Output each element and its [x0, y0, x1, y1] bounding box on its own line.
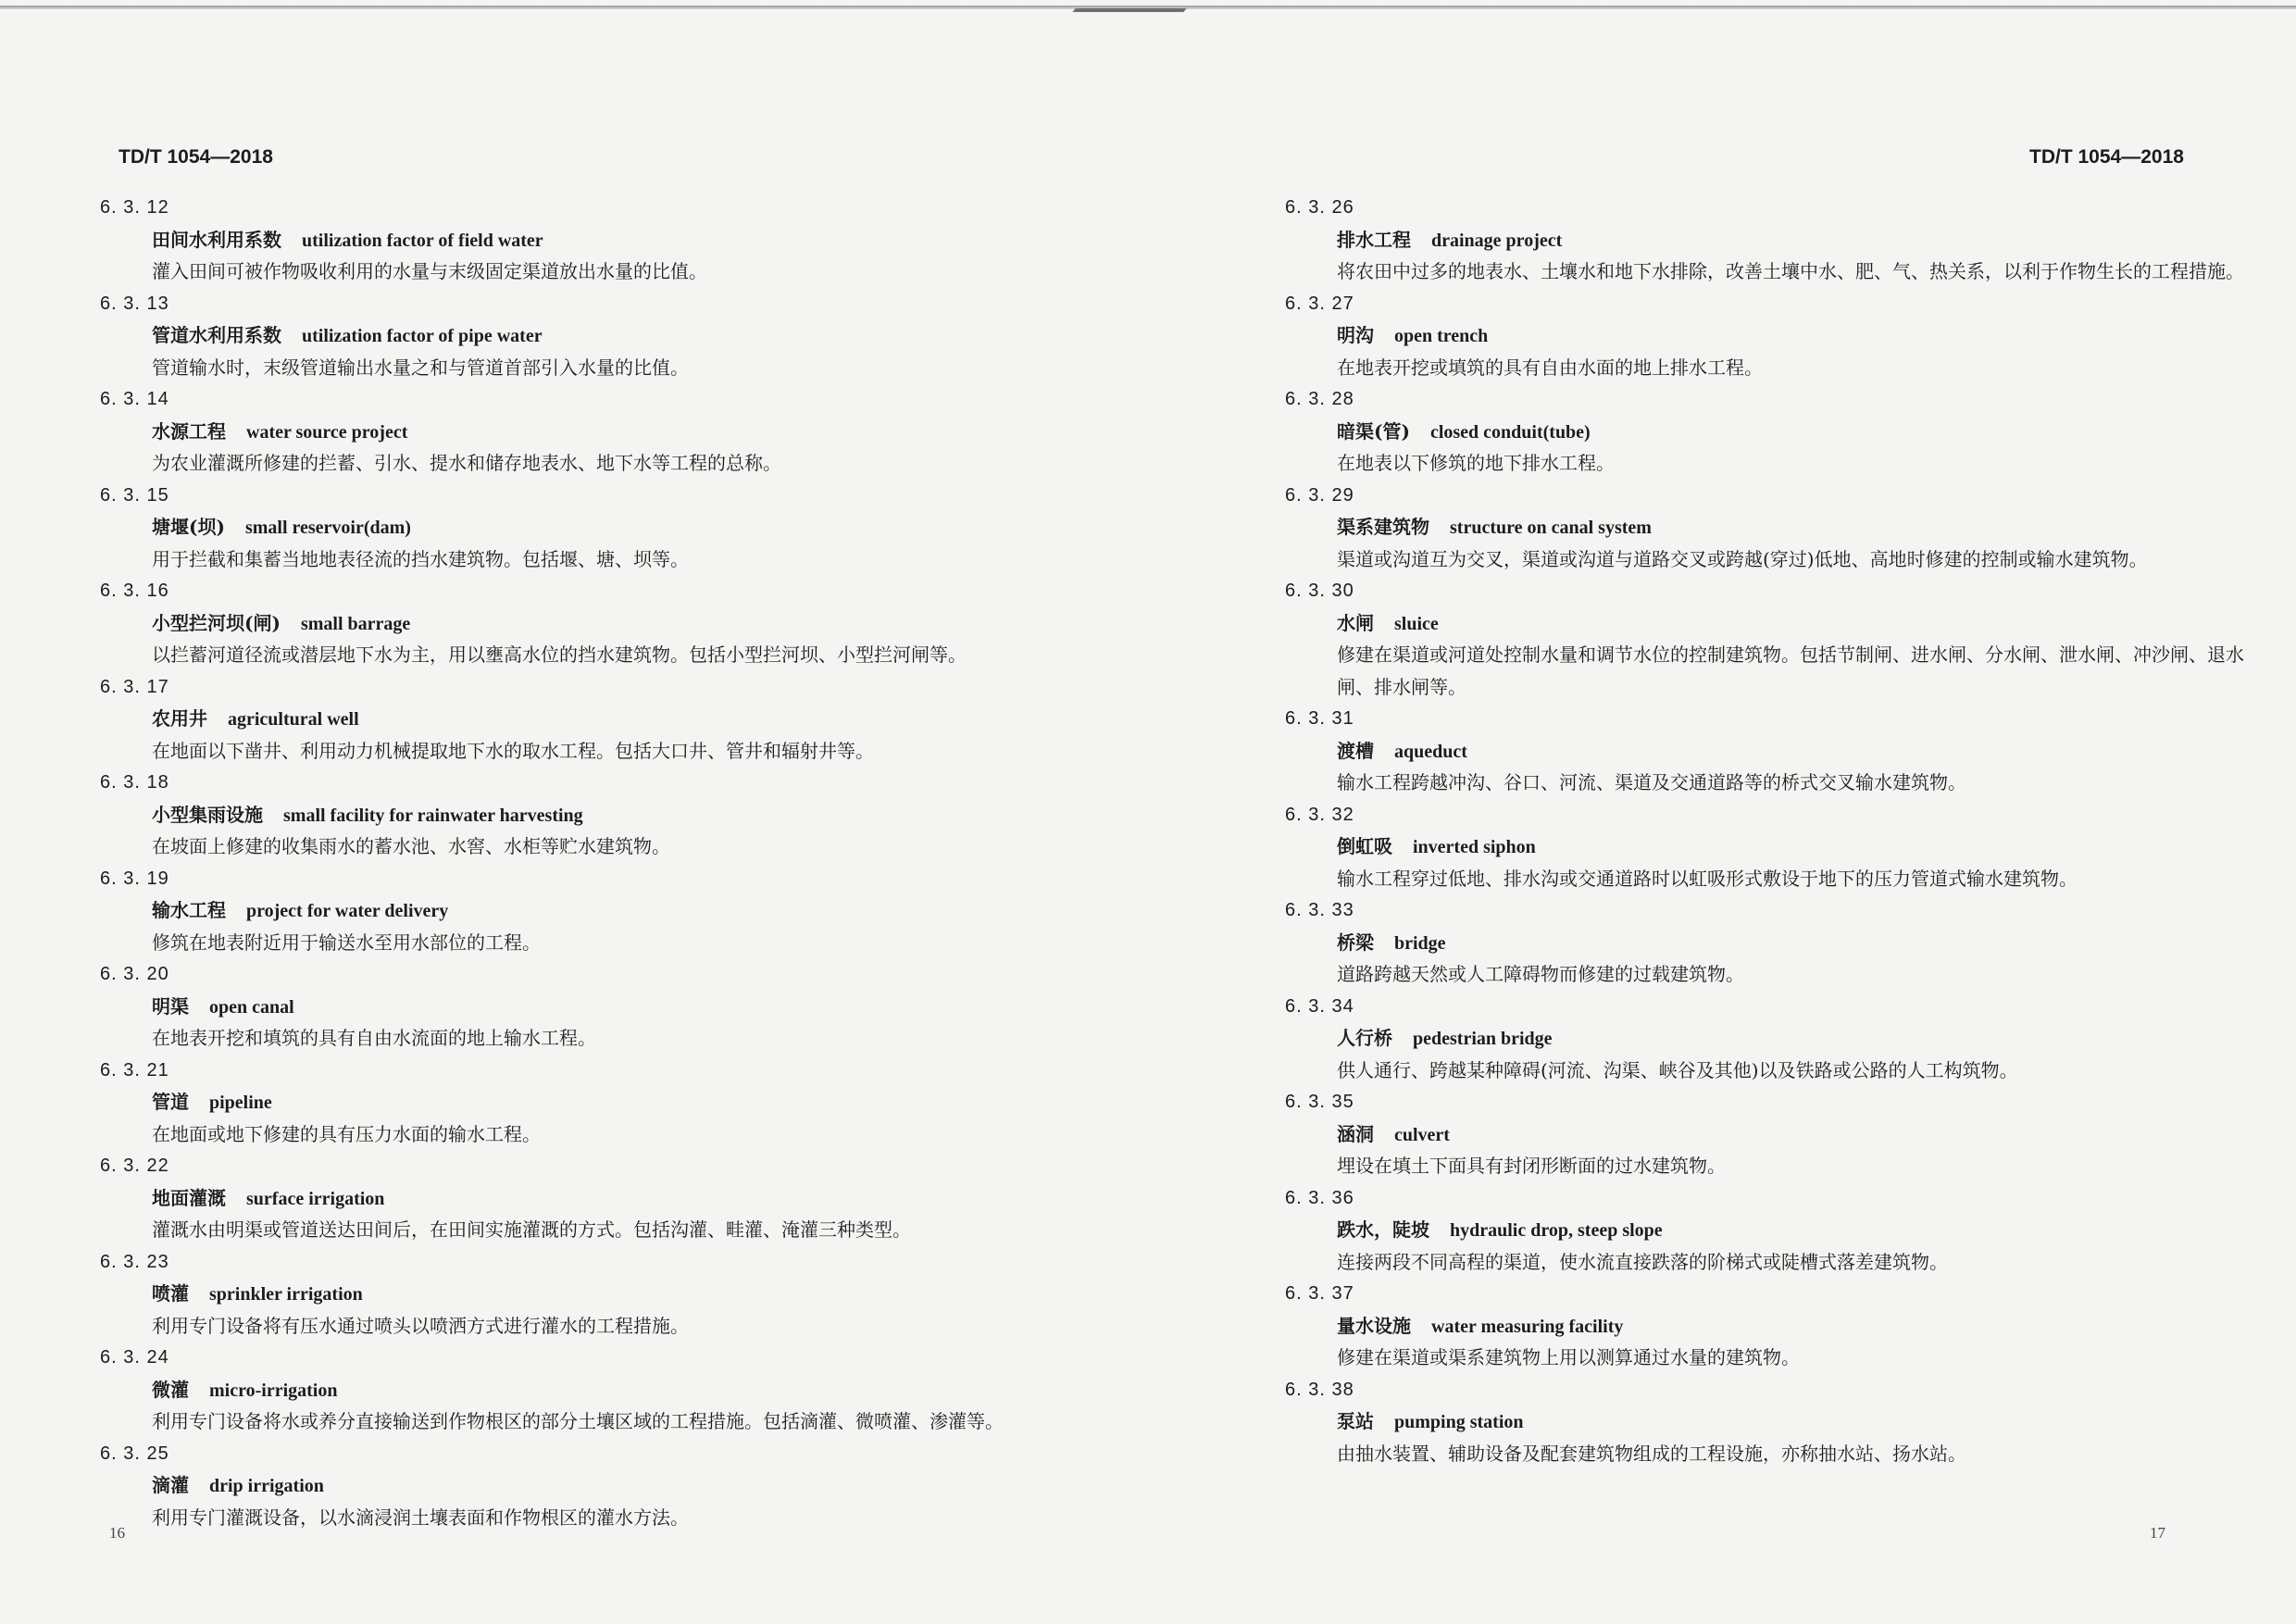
term-definition: 道路跨越天然或人工障碍物而修建的过载建筑物。 [1337, 963, 1744, 985]
term-number: 6. 3. 38 [1285, 1379, 1354, 1400]
term-english: surface irrigation [246, 1188, 385, 1209]
term-title [100, 319, 1063, 352]
term-number: 6. 3. 17 [100, 676, 169, 697]
term-english: small reservoir(dam) [244, 518, 411, 538]
term-entry [1285, 1374, 2248, 1470]
term-entry [1285, 1278, 2248, 1374]
term-title [1285, 319, 2248, 352]
term-chinese: 水源工程 [152, 419, 226, 443]
term-entry [100, 1342, 1063, 1438]
term-chinese: 农用井 [152, 707, 207, 730]
term-chinese: 量水设施 [1337, 1314, 1411, 1337]
term-entry [1285, 288, 2248, 384]
term-chinese: 明沟 [1337, 324, 1374, 346]
term-english: small barrage [300, 613, 411, 634]
term-english: pipeline [209, 1093, 272, 1113]
term-english: project for water delivery [246, 901, 449, 921]
term-english: water measuring facility [1431, 1316, 1624, 1337]
term-english: micro-irrigation [209, 1380, 338, 1401]
term-entry [1285, 192, 2248, 288]
term-entry [1285, 991, 2248, 1087]
term-english: culvert [1394, 1124, 1450, 1145]
term-number: 6. 3. 34 [1285, 995, 1354, 1017]
term-number: 6. 3. 37 [1285, 1283, 1354, 1304]
term-english: drainage project [1431, 230, 1563, 251]
term-title [100, 991, 1063, 1023]
term-entry [1285, 703, 2248, 799]
term-number: 6. 3. 12 [100, 197, 169, 218]
term-entry [1285, 1182, 2248, 1279]
term-title [100, 1182, 1063, 1215]
term-number: 6. 3. 29 [1285, 484, 1354, 506]
term-definition: 由抽水装置、辅助设备及配套建筑物组成的工程设施，亦称抽水站、扬水站。 [1337, 1442, 1966, 1465]
term-entry [100, 383, 1063, 480]
term-chinese: 喷灌 [152, 1282, 189, 1305]
term-definition: 在地面或地下修建的具有压力水面的输水工程。 [152, 1122, 541, 1145]
term-chinese: 渡槽 [1337, 739, 1374, 762]
term-number: 6. 3. 27 [1285, 293, 1354, 314]
term-definition: 修建在渠道或渠系建筑物上用以测算通过水量的建筑物。 [1337, 1346, 1800, 1368]
term-entry [1285, 799, 2248, 895]
term-number: 6. 3. 31 [1285, 708, 1354, 729]
term-definition: 修筑在地表附近用于输送水至用水部位的工程。 [152, 931, 541, 954]
term-definition: 利用专门设备将水或养分直接输送到作物根区的部分土壤区域的工程措施。包括滴灌、微喷灌、渗灌等。 [152, 1410, 1004, 1432]
term-title [100, 799, 1063, 831]
term-entry [100, 288, 1063, 384]
term-title [100, 1278, 1063, 1310]
term-definition: 灌入田间可被作物吸收利用的水量与末级固定渠道放出水量的比值。 [152, 260, 707, 282]
term-definition: 管道输水时，末级管道输出水量之和与管道首部引入水量的比值。 [152, 356, 689, 379]
term-number: 6. 3. 23 [100, 1251, 169, 1272]
term-definition: 供人通行、跨越某种障碍(河流、沟渠、峡谷及其他)以及铁路或公路的人工构筑物。 [1337, 1058, 2018, 1081]
term-definition: 埋设在填土下面具有封闭形断面的过水建筑物。 [1337, 1155, 1726, 1177]
term-english: pedestrian bridge [1413, 1029, 1553, 1049]
term-number: 6. 3. 28 [1285, 389, 1354, 409]
term-definition: 连接两段不同高程的渠道，使水流直接跌落的阶梯式或陡槽式落差建筑物。 [1337, 1250, 1948, 1273]
term-definition: 在地表开挖或填筑的具有自由水面的地上排水工程。 [1337, 356, 1763, 379]
term-definition: 利用专门设备将有压水通过喷头以喷洒方式进行灌水的工程措施。 [152, 1314, 689, 1337]
term-definition: 将农田中过多的地表水、土壤水和地下水排除，改善土壤中水、肥、气、热关系，以利于作物生长的工程措施。 [1337, 260, 2244, 282]
term-number: 6. 3. 22 [100, 1156, 169, 1176]
term-chinese: 小型拦河坝(闸) [152, 611, 281, 634]
term-english: sprinkler irrigation [209, 1284, 363, 1305]
term-title [1285, 927, 2248, 959]
term-definition: 在地表以下修筑的地下排水工程。 [1337, 452, 1615, 474]
term-title [1285, 1214, 2248, 1246]
term-english: small facility for rainwater harvesting [283, 805, 583, 826]
term-entry [1285, 575, 2248, 703]
term-definition: 在坡面上修建的收集雨水的蓄水池、水窖、水柜等贮水建筑物。 [152, 835, 670, 857]
term-title [1285, 416, 2248, 448]
term-title [100, 1469, 1063, 1502]
term-entry [100, 1438, 1063, 1534]
term-list [100, 192, 1063, 1533]
term-number: 6. 3. 16 [100, 581, 169, 601]
term-definition: 在地面以下凿井、利用动力机械提取地下水的取水工程。包括大口井、管井和辐射井等。 [152, 739, 874, 762]
term-chinese: 桥梁 [1337, 931, 1374, 954]
term-title [100, 416, 1063, 448]
term-entry [1285, 894, 2248, 991]
term-chinese: 泵站 [1337, 1410, 1374, 1432]
term-entry [1285, 383, 2248, 480]
term-definition: 为农业灌溉所修建的拦蓄、引水、提水和储存地表水、地下水等工程的总称。 [152, 452, 781, 474]
term-chinese: 暗渠(管) [1337, 419, 1410, 443]
term-chinese: 滴灌 [152, 1474, 189, 1496]
page-number: 17 [2150, 1524, 2165, 1542]
term-definition: 输水工程跨越冲沟、谷口、河流、渠道及交通道路等的桥式交叉输水建筑物。 [1337, 771, 1966, 793]
term-entry [100, 1150, 1063, 1246]
page-number: 16 [109, 1524, 125, 1542]
term-entry [1285, 480, 2248, 576]
term-title [1285, 1022, 2248, 1055]
term-number: 6. 3. 21 [100, 1059, 169, 1081]
term-chinese: 排水工程 [1337, 228, 1411, 251]
term-english: structure on canal system [1450, 518, 1652, 538]
term-number: 6. 3. 26 [1285, 197, 1354, 218]
term-title [100, 1086, 1063, 1118]
term-title [100, 224, 1063, 256]
term-definition: 在地表开挖和填筑的具有自由水流面的地上输水工程。 [152, 1027, 596, 1049]
term-chinese: 水闸 [1337, 611, 1374, 634]
term-chinese: 田间水利用系数 [152, 228, 281, 251]
term-chinese: 地面灌溉 [152, 1186, 226, 1209]
term-title [100, 703, 1063, 735]
term-chinese: 人行桥 [1337, 1027, 1392, 1049]
term-number: 6. 3. 35 [1285, 1092, 1354, 1112]
term-english: agricultural well [228, 709, 359, 730]
term-number: 6. 3. 25 [100, 1443, 169, 1464]
term-english: utilization factor of field water [302, 230, 543, 251]
right-page [1148, 0, 2296, 1624]
term-title [100, 607, 1063, 640]
term-title [1285, 735, 2248, 768]
term-entry [100, 1055, 1063, 1151]
term-definition: 以拦蓄河道径流或潜层地下水为主，用以壅高水位的挡水建筑物。包括小型拦河坝、小型拦河闸等。 [152, 643, 967, 666]
term-title [1285, 511, 2248, 543]
term-english: closed conduit(tube) [1429, 421, 1591, 443]
term-chinese: 渠系建筑物 [1337, 516, 1429, 538]
term-number: 6. 3. 33 [1285, 900, 1354, 920]
standard-number-header: TD/T 1054—2018 [2029, 146, 2184, 168]
term-number: 6. 3. 15 [100, 484, 169, 506]
term-entry [100, 1246, 1063, 1343]
term-chinese: 倒虹吸 [1337, 835, 1392, 857]
term-chinese: 输水工程 [152, 899, 226, 921]
term-english: pumping station [1394, 1412, 1524, 1432]
term-english: water source project [246, 421, 408, 443]
term-english: inverted siphon [1413, 837, 1536, 857]
term-title [100, 894, 1063, 927]
term-chinese: 管道水利用系数 [152, 324, 281, 346]
term-english: sluice [1394, 613, 1439, 634]
term-number: 6. 3. 13 [100, 293, 169, 314]
term-title [100, 1374, 1063, 1406]
term-definition: 利用专门灌溉设备，以水滴浸润土壤表面和作物根区的灌水方法。 [152, 1505, 689, 1529]
term-chinese: 明渠 [152, 994, 189, 1018]
term-number: 6. 3. 30 [1285, 581, 1354, 601]
term-english: utilization factor of pipe water [302, 326, 543, 346]
term-chinese: 塘堰(坝) [152, 516, 225, 538]
term-list [1285, 192, 2248, 1469]
term-title [1285, 1405, 2248, 1438]
term-entry [1285, 1086, 2248, 1182]
term-chinese: 微灌 [152, 1378, 189, 1401]
term-definition: 输水工程穿过低地、排水沟或交通道路时以虹吸形式敷设于地下的压力管道式输水建筑物。 [1337, 867, 2078, 890]
term-entry [100, 958, 1063, 1055]
term-chinese: 跌水，陡坡 [1337, 1218, 1429, 1241]
term-title [100, 511, 1063, 543]
term-number: 6. 3. 32 [1285, 804, 1354, 825]
term-entry [100, 575, 1063, 671]
term-english: bridge [1394, 932, 1446, 954]
term-english: open canal [209, 996, 294, 1018]
term-entry [100, 767, 1063, 863]
term-english: drip irrigation [209, 1476, 324, 1496]
term-title [1285, 607, 2248, 640]
standard-number-header: TD/T 1054—2018 [119, 146, 273, 168]
term-title [1285, 831, 2248, 863]
term-english: aqueduct [1394, 741, 1467, 762]
term-number: 6. 3. 36 [1285, 1187, 1354, 1208]
term-definition: 渠道或沟道互为交叉，渠道或沟道与道路交叉或跨越(穿过)低地、高地时修建的控制或输水建筑物。 [1337, 547, 2148, 570]
term-entry [100, 671, 1063, 768]
term-entry [100, 192, 1063, 288]
term-definition: 灌溉水由明渠或管道送达田间后，在田间实施灌溉的方式。包括沟灌、畦灌、淹灌三种类型。 [152, 1218, 911, 1241]
term-number: 6. 3. 14 [100, 389, 169, 409]
term-title [1285, 1118, 2248, 1151]
term-number: 6. 3. 18 [100, 772, 169, 793]
term-title [1285, 224, 2248, 256]
term-chinese: 管道 [152, 1091, 189, 1113]
term-number: 6. 3. 19 [100, 868, 169, 889]
term-entry [100, 863, 1063, 959]
term-number: 6. 3. 20 [100, 964, 169, 984]
term-entry [100, 480, 1063, 576]
term-chinese: 小型集雨设施 [152, 803, 263, 826]
term-title [1285, 1310, 2248, 1343]
term-definition: 用于拦截和集蓄当地地表径流的挡水建筑物。包括堰、塘、坝等。 [152, 547, 689, 570]
term-chinese: 涵洞 [1337, 1122, 1374, 1145]
term-number: 6. 3. 24 [100, 1347, 169, 1368]
term-definition: 修建在渠道或河道处控制水量和调节水位的控制建筑物。包括节制闸、进水闸、分水闸、泄水闸、冲沙闸、退水闸、排水闸等。 [1337, 643, 2244, 698]
term-english: open trench [1394, 326, 1489, 346]
term-english: hydraulic drop, steep slope [1450, 1220, 1663, 1241]
